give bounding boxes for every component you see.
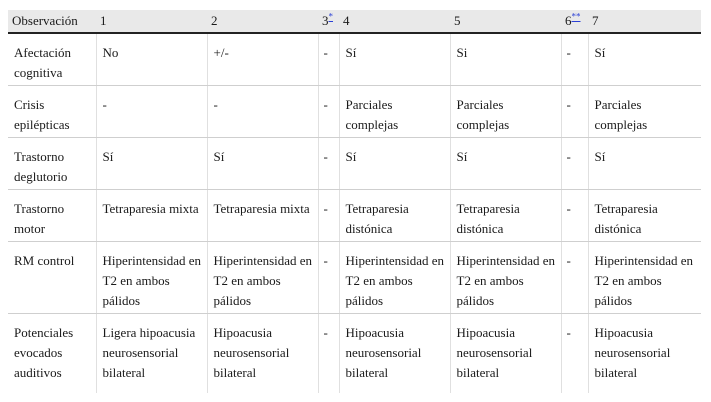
row-label: Crisis epilépticas — [8, 86, 96, 138]
table-cell: Parciales complejas — [588, 86, 701, 138]
header-obs-3 — [318, 10, 339, 33]
table-cell: Sí — [450, 138, 561, 190]
table-cell: - — [318, 242, 339, 314]
table-cell: Tetraparesia mixta — [207, 190, 318, 242]
table-cell: Tetraparesia distónica — [339, 190, 450, 242]
table-cell: - — [561, 138, 588, 190]
table-cell: Hipoacusia neurosensorial bilateral — [594, 325, 671, 380]
table-cell: +/- — [207, 33, 318, 86]
table-cell: Sí — [588, 33, 701, 86]
table-cell: Parciales complejas — [339, 86, 450, 138]
table-cell: Sí — [96, 138, 207, 190]
row-label: Trastorno motor — [8, 190, 96, 242]
table-cell: - — [318, 86, 339, 138]
table-cell: - — [207, 86, 318, 138]
footnote-link-single[interactable]: * — [328, 11, 333, 22]
header-obs-6-label: 6 — [565, 13, 572, 28]
row-label: RM control — [8, 242, 96, 314]
header-observacion: Observación — [8, 10, 96, 33]
table-cell: - — [561, 242, 588, 314]
table-cell: Ligera hipoacusia neurosensorial bilateral — [96, 314, 207, 394]
table-cell: - — [96, 86, 207, 138]
table-cell: - — [561, 33, 588, 86]
table-cell: Sí — [339, 138, 450, 190]
table-row — [8, 138, 701, 190]
table-cell: Hipoacusia neurosensorial bilateral — [450, 314, 561, 394]
table-cell: Tetraparesia distónica — [588, 190, 701, 242]
table-cell: - — [561, 86, 588, 138]
table-cell: Tetraparesia distónica — [450, 190, 561, 242]
header-obs-6 — [561, 10, 588, 33]
header-obs-1: 1 — [96, 10, 207, 33]
table-cell: - — [561, 190, 588, 242]
table-cell: Parciales complejas — [450, 86, 561, 138]
header-obs-7: 7 — [588, 10, 701, 33]
header-obs-3-label: 3 — [322, 13, 329, 28]
table-cell: Sí — [207, 138, 318, 190]
table-row — [8, 190, 701, 242]
footnote-link-double[interactable]: ** — [571, 11, 581, 22]
table-cell: Hiperintensidad en T2 en ambos pálidos — [339, 242, 450, 314]
observations-table — [8, 10, 701, 393]
header-obs-2: 2 — [207, 10, 318, 33]
table-cell: Tetraparesia mixta — [96, 190, 207, 242]
table-cell: - — [318, 190, 339, 242]
table-cell: - — [318, 138, 339, 190]
table-cell: - — [318, 314, 339, 394]
header-row — [8, 10, 701, 33]
table-cell: Hiperintensidad en T2 en ambos pálidos — [588, 242, 701, 314]
table-cell: Sí — [339, 33, 450, 86]
table-row — [8, 242, 701, 314]
table-row — [8, 86, 701, 138]
table-header — [8, 10, 701, 33]
table-cell: Hipoacusia neurosensorial bilateral — [207, 314, 318, 394]
table-cell: - — [561, 314, 588, 394]
table-cell: - — [318, 33, 339, 86]
table-cell: Hiperintensidad en T2 en ambos pálidos — [207, 242, 318, 314]
row-label: Afectación cognitiva — [8, 33, 96, 86]
table-cell: Sí — [588, 138, 701, 190]
table-cell: No — [96, 33, 207, 86]
table-container — [8, 10, 701, 393]
table-cell: Hiperintensidad en T2 en ambos pálidos — [96, 242, 207, 314]
header-obs-4: 4 — [339, 10, 450, 33]
table-row — [8, 33, 701, 86]
table-row — [8, 314, 701, 394]
table-body — [8, 33, 701, 393]
row-label: Potenciales evocados auditivos — [8, 314, 96, 394]
table-cell: Si — [450, 33, 561, 86]
table-cell: Hiperintensidad en T2 en ambos pálidos — [450, 242, 561, 314]
row-label: Trastorno deglutorio — [8, 138, 96, 190]
table-cell: Hipoacusia neurosensorial bilateral — [339, 314, 450, 394]
header-obs-5: 5 — [450, 10, 561, 33]
